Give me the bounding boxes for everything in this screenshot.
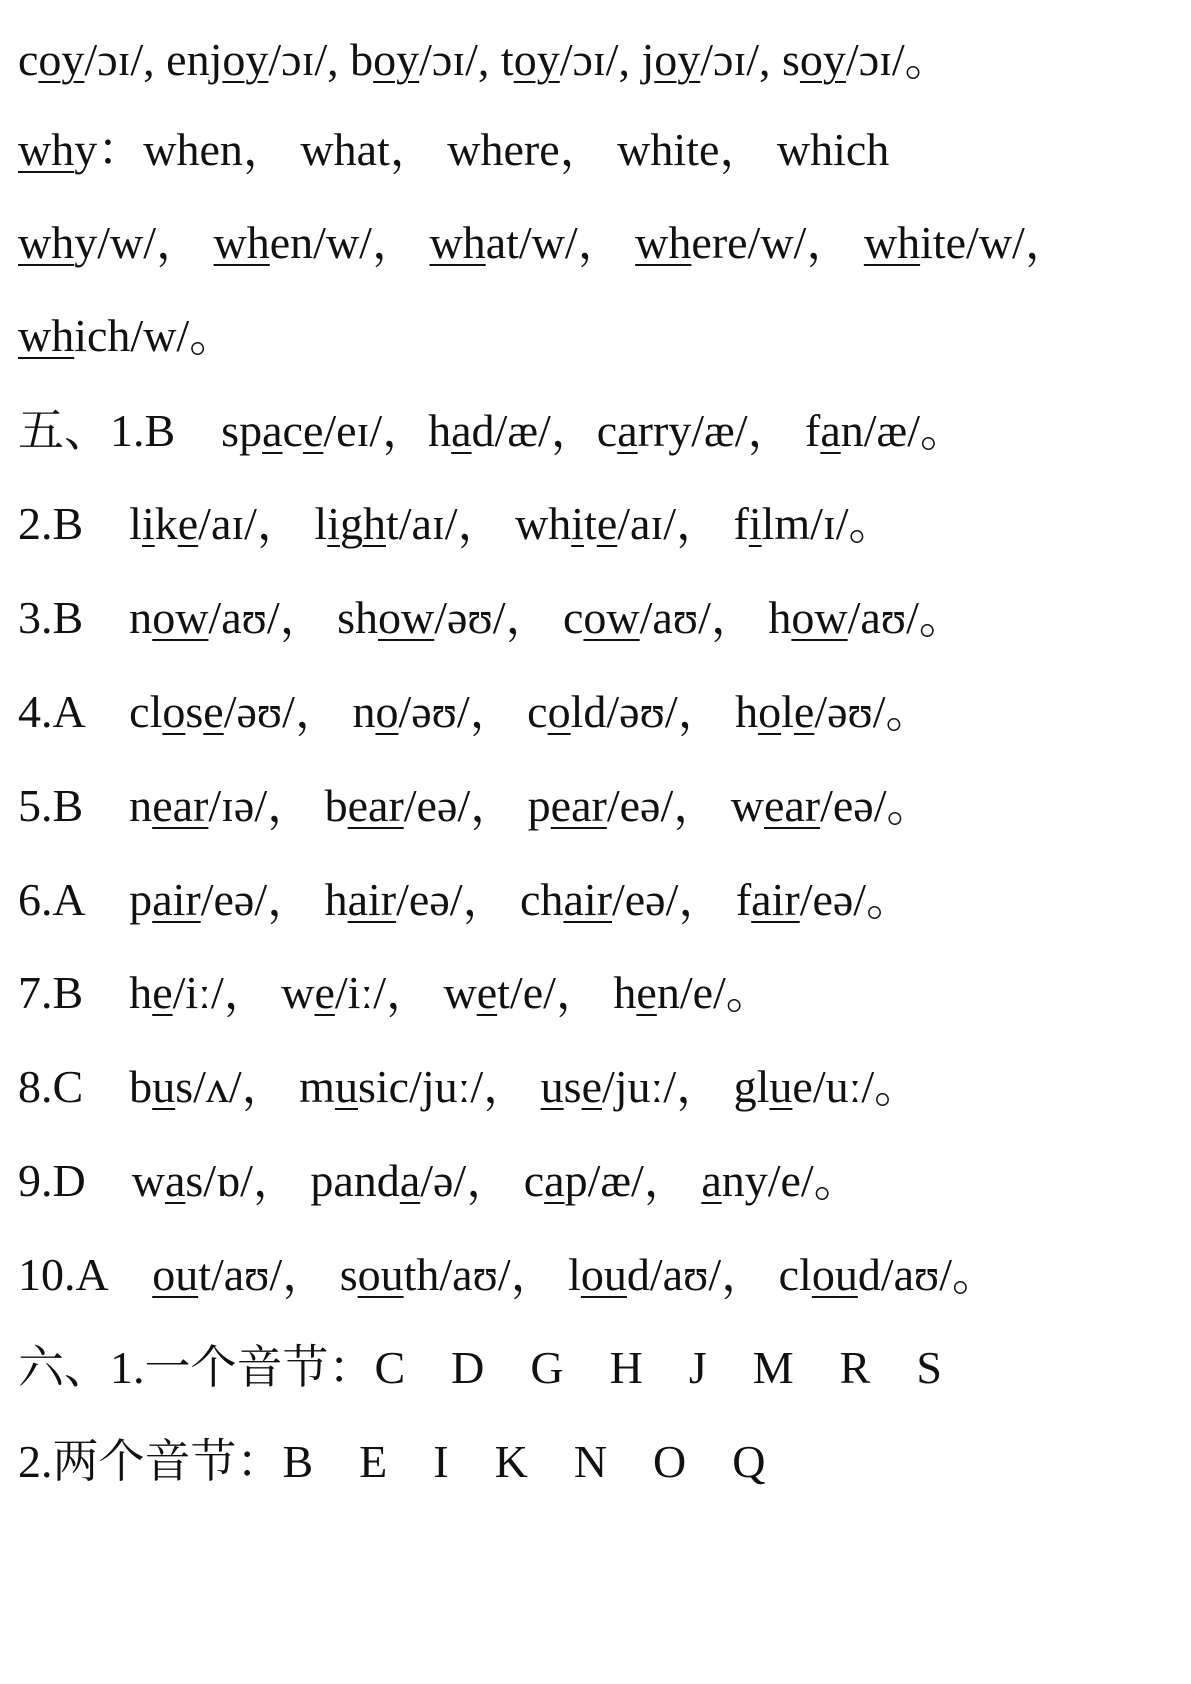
text-segment: /ɔɪ/, enj xyxy=(84,34,223,85)
text-segment: 7.B h xyxy=(18,967,153,1018)
underlined-letters: a xyxy=(262,405,283,456)
underlined-letters: e xyxy=(314,967,335,1018)
text-segment: /əʊ/， c xyxy=(434,592,584,643)
underlined-letters: a xyxy=(820,405,841,456)
text-segment: s xyxy=(185,686,204,737)
text-segment: 六、1.一个音节：C D G H J M R S xyxy=(18,1342,942,1393)
text-segment: c xyxy=(18,34,39,85)
underlined-letters: igh xyxy=(327,498,386,549)
text-segment: /ɔɪ/, s xyxy=(700,34,800,85)
text-segment: /eə/， ch xyxy=(396,874,564,925)
underlined-letters: ow xyxy=(583,592,640,643)
text-segment: s/ɒ/， pand xyxy=(185,1155,400,1206)
underlined-letters: e xyxy=(203,686,224,737)
text-segment: y：when， what， where， white， which xyxy=(74,124,890,175)
answer-line-6-2 xyxy=(18,1432,765,1492)
underlined-letters: ear xyxy=(152,780,209,831)
underlined-letters: e xyxy=(636,967,657,1018)
underlined-letters: oy xyxy=(38,34,85,85)
answer-line-oy-words xyxy=(18,30,951,90)
text-segment: 9.D w xyxy=(18,1155,165,1206)
underlined-letters: u xyxy=(769,1061,793,1112)
text-segment: /eə/， f xyxy=(611,874,752,925)
text-segment: /eə/。 xyxy=(799,874,913,925)
answer-line-5-9 xyxy=(18,1151,860,1211)
answer-line-5-3 xyxy=(18,588,965,648)
text-segment: 3.B n xyxy=(18,592,153,643)
text-segment: /ə/， c xyxy=(420,1155,545,1206)
underlined-letters: e xyxy=(581,1061,602,1112)
text-segment: /eə/， p xyxy=(403,780,551,831)
underlined-letters: o xyxy=(758,686,782,737)
text-segment: ld/əʊ/， h xyxy=(570,686,759,737)
text-segment: /əʊ/， c xyxy=(398,686,548,737)
underlined-letters: wh xyxy=(18,124,75,175)
text-segment: en/w/， xyxy=(269,217,430,268)
underlined-letters: e xyxy=(476,967,498,1018)
text-segment: 2.两个音节：B E I K N O Q xyxy=(18,1436,766,1487)
underlined-letters: air xyxy=(347,874,397,925)
answer-line-5-6 xyxy=(18,870,912,930)
text-segment: k xyxy=(154,498,178,549)
underlined-letters: i xyxy=(141,498,155,549)
text-segment: n/e/。 xyxy=(656,967,772,1018)
text-segment: 五、1.B sp xyxy=(18,405,263,456)
underlined-letters: oy xyxy=(373,34,420,85)
text-segment: sic/juː/， xyxy=(357,1061,541,1112)
answer-line-6-1 xyxy=(18,1338,942,1398)
underlined-letters: ou xyxy=(357,1249,404,1300)
text-segment: rry/æ/， f xyxy=(637,405,821,456)
text-segment: ere/w/， xyxy=(691,217,864,268)
text-segment: /əʊ/， n xyxy=(223,686,376,737)
text-segment: 6.A p xyxy=(18,874,153,925)
underlined-letters: ear xyxy=(550,780,607,831)
text-segment: 2.B l xyxy=(18,498,142,549)
text-segment: e/uː/。 xyxy=(792,1061,921,1112)
text-segment: /eə/， w xyxy=(606,780,764,831)
underlined-letters: oy xyxy=(654,34,701,85)
underlined-letters: ear xyxy=(347,780,404,831)
answer-line-5-2 xyxy=(18,494,895,554)
underlined-letters: o xyxy=(547,686,571,737)
text-segment: 8.C b xyxy=(18,1061,153,1112)
underlined-letters: e xyxy=(152,967,173,1018)
answer-line-5-8 xyxy=(18,1057,920,1117)
text-segment: /iː/， w xyxy=(172,967,315,1018)
answer-line-wh-question-words xyxy=(18,120,889,180)
underlined-letters: u xyxy=(152,1061,176,1112)
text-segment: /eə/。 xyxy=(820,780,933,831)
underlined-letters: wh xyxy=(635,217,692,268)
underlined-letters: ou xyxy=(811,1249,858,1300)
underlined-letters: a xyxy=(399,1155,421,1206)
underlined-letters: e xyxy=(302,405,324,456)
text-segment: c xyxy=(282,405,303,456)
text-segment: t xyxy=(584,498,597,549)
underlined-letters: o xyxy=(162,686,186,737)
underlined-letters: e xyxy=(596,498,618,549)
underlined-letters: wh xyxy=(18,217,75,268)
underlined-letters: ow xyxy=(791,592,848,643)
underlined-letters: wh xyxy=(429,217,486,268)
underlined-letters: o xyxy=(375,686,399,737)
text-segment: t/aɪ/， wh xyxy=(386,498,572,549)
text-segment: 4.A cl xyxy=(18,686,163,737)
text-segment: s/ʌ/， m xyxy=(175,1061,335,1112)
answer-line-wh-words-1 xyxy=(18,213,1071,273)
underlined-letters: e xyxy=(177,498,199,549)
text-segment: /ɔɪ/, j xyxy=(559,34,655,85)
text-segment: d/aʊ/， cl xyxy=(626,1249,812,1300)
text-segment: /aʊ/， h xyxy=(639,592,792,643)
answer-line-5-7 xyxy=(18,963,772,1023)
text-segment: /əʊ/。 xyxy=(814,686,932,737)
underlined-letters: ow xyxy=(152,592,209,643)
answer-line-5-5 xyxy=(18,776,933,836)
answer-line-5-10 xyxy=(18,1245,998,1305)
underlined-letters: oy xyxy=(513,34,560,85)
answer-key-page xyxy=(18,0,1178,1684)
text-segment: /juː/， gl xyxy=(602,1061,770,1112)
text-segment: /iː/， w xyxy=(334,967,477,1018)
text-segment: /ɔɪ/, b xyxy=(268,34,374,85)
underlined-letters: wh xyxy=(18,310,75,361)
text-segment: /aʊ/。 xyxy=(847,592,965,643)
text-segment: d/aʊ/。 xyxy=(857,1249,999,1300)
text-segment: 5.B n xyxy=(18,780,153,831)
text-segment: p/æ/， xyxy=(564,1155,702,1206)
text-segment: at/w/， xyxy=(485,217,636,268)
text-segment: ite/w/， xyxy=(920,217,1071,268)
text-segment: lm/ɪ/。 xyxy=(761,498,895,549)
underlined-letters: i xyxy=(571,498,585,549)
text-segment: /ɔɪ/。 xyxy=(845,34,951,85)
text-segment: /aʊ/， sh xyxy=(208,592,379,643)
underlined-letters: ou xyxy=(580,1249,627,1300)
underlined-letters: ou xyxy=(152,1249,199,1300)
text-segment: /ɪə/， b xyxy=(208,780,348,831)
answer-line-5-1 xyxy=(18,401,966,461)
underlined-letters: a xyxy=(701,1155,722,1206)
underlined-letters: wh xyxy=(213,217,270,268)
answer-line-wh-words-2 xyxy=(18,306,235,366)
text-segment: y/w/， xyxy=(74,217,214,268)
text-segment: ny/e/。 xyxy=(721,1155,860,1206)
answer-line-5-4 xyxy=(18,682,932,742)
underlined-letters: wh xyxy=(863,217,921,268)
underlined-letters: i xyxy=(748,498,762,549)
underlined-letters: a xyxy=(451,405,472,456)
underlined-letters: ow xyxy=(378,592,435,643)
underlined-letters: a xyxy=(544,1155,565,1206)
text-segment: /aɪ/， l xyxy=(198,498,328,549)
text-segment: s xyxy=(563,1061,582,1112)
underlined-letters: air xyxy=(152,874,201,925)
text-segment: /eɪ/，h xyxy=(323,405,452,456)
text-segment: 10.A xyxy=(18,1249,153,1300)
text-segment: /eə/， h xyxy=(200,874,348,925)
text-segment: ich/w/。 xyxy=(74,310,236,361)
text-segment: /aɪ/， f xyxy=(617,498,749,549)
underlined-letters: u xyxy=(540,1061,564,1112)
underlined-letters: air xyxy=(563,874,612,925)
text-segment: l xyxy=(781,686,794,737)
underlined-letters: a xyxy=(164,1155,186,1206)
text-segment: t/aʊ/， s xyxy=(198,1249,358,1300)
text-segment: /ɔɪ/, t xyxy=(419,34,514,85)
underlined-letters: ear xyxy=(763,780,821,831)
text-segment: n/æ/。 xyxy=(840,405,967,456)
underlined-letters: oy xyxy=(222,34,269,85)
text-segment: th/aʊ/， l xyxy=(403,1249,581,1300)
text-segment: d/æ/，c xyxy=(471,405,618,456)
underlined-letters: air xyxy=(751,874,800,925)
underlined-letters: a xyxy=(617,405,638,456)
underlined-letters: u xyxy=(334,1061,358,1112)
underlined-letters: oy xyxy=(799,34,846,85)
underlined-letters: e xyxy=(793,686,815,737)
text-segment: t/e/， h xyxy=(497,967,637,1018)
